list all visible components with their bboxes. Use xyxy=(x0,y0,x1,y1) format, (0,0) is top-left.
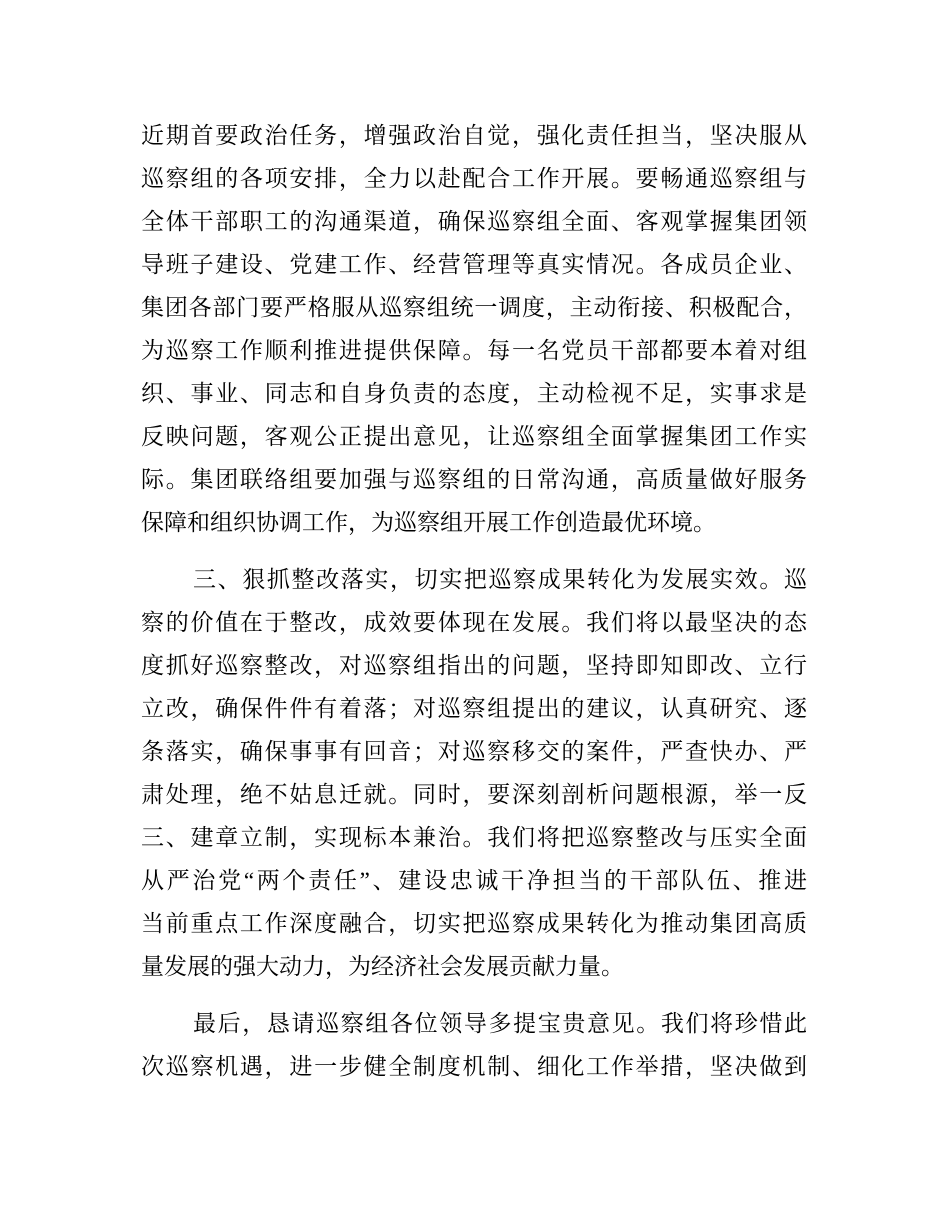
text-line: 集团各部门要严格服从巡察组统一调度，主动衔接、积极配合， xyxy=(141,295,807,320)
text-line: 三、建章立制，实现标本兼治。我们将把巡察整改与压实全面 xyxy=(141,825,807,850)
text-line: 肃处理，绝不姑息迁就。同时，要深刻剖析问题根源，举一反 xyxy=(141,782,807,807)
text-line: 反映问题，客观公正提出意见，让巡察组全面掌握集团工作实 xyxy=(141,424,807,449)
text-line: 为巡察工作顺利推进提供保障。每一名党员干部都要本着对组 xyxy=(141,338,807,363)
document-body xyxy=(141,114,807,1088)
text-line: 条落实，确保事事有回音；对巡察移交的案件，严查快办、严 xyxy=(141,739,807,764)
text-line: 保障和组织协调工作，为巡察组开展工作创造最优环境。 xyxy=(141,510,716,535)
text-line: 最后，恳请巡察组各位领导多提宝贵意见。我们将珍惜此 xyxy=(193,1011,807,1036)
text-line: 量发展的强大动力，为经济社会发展贡献力量。 xyxy=(141,954,624,979)
text-line: 织、事业、同志和自身负责的态度，主动检视不足，实事求是 xyxy=(141,381,807,406)
text-line: 当前重点工作深度融合，切实把巡察成果转化为推动集团高质 xyxy=(141,911,807,936)
text-line: 从严治党“两个责任”、建设忠诚干净担当的干部队伍、推进 xyxy=(141,868,807,893)
paragraph xyxy=(141,1002,807,1088)
text-line: 次巡察机遇，进一步健全制度机制、细化工作举措，坚决做到 xyxy=(141,1054,807,1079)
text-line: 际。集团联络组要加强与巡察组的日常沟通，高质量做好服务 xyxy=(141,467,807,492)
text-line: 巡察组的各项安排，全力以赴配合工作开展。要畅通巡察组与 xyxy=(141,166,807,191)
paragraph xyxy=(141,558,807,988)
text-line: 导班子建设、党建工作、经营管理等真实情况。各成员企业、 xyxy=(141,252,807,277)
text-line: 度抓好巡察整改，对巡察组指出的问题，坚持即知即改、立行 xyxy=(141,653,807,678)
text-line: 立改，确保件件有着落；对巡察组提出的建议，认真研究、逐 xyxy=(141,696,807,721)
text-line: 三、狠抓整改落实，切实把巡察成果转化为发展实效。巡 xyxy=(193,567,807,592)
paragraph xyxy=(141,114,807,544)
text-line: 近期首要政治任务，增强政治自觉，强化责任担当，坚决服从 xyxy=(141,123,807,148)
text-line: 全体干部职工的沟通渠道，确保巡察组全面、客观掌握集团领 xyxy=(141,209,807,234)
text-line: 察的价值在于整改，成效要体现在发展。我们将以最坚决的态 xyxy=(141,610,807,635)
